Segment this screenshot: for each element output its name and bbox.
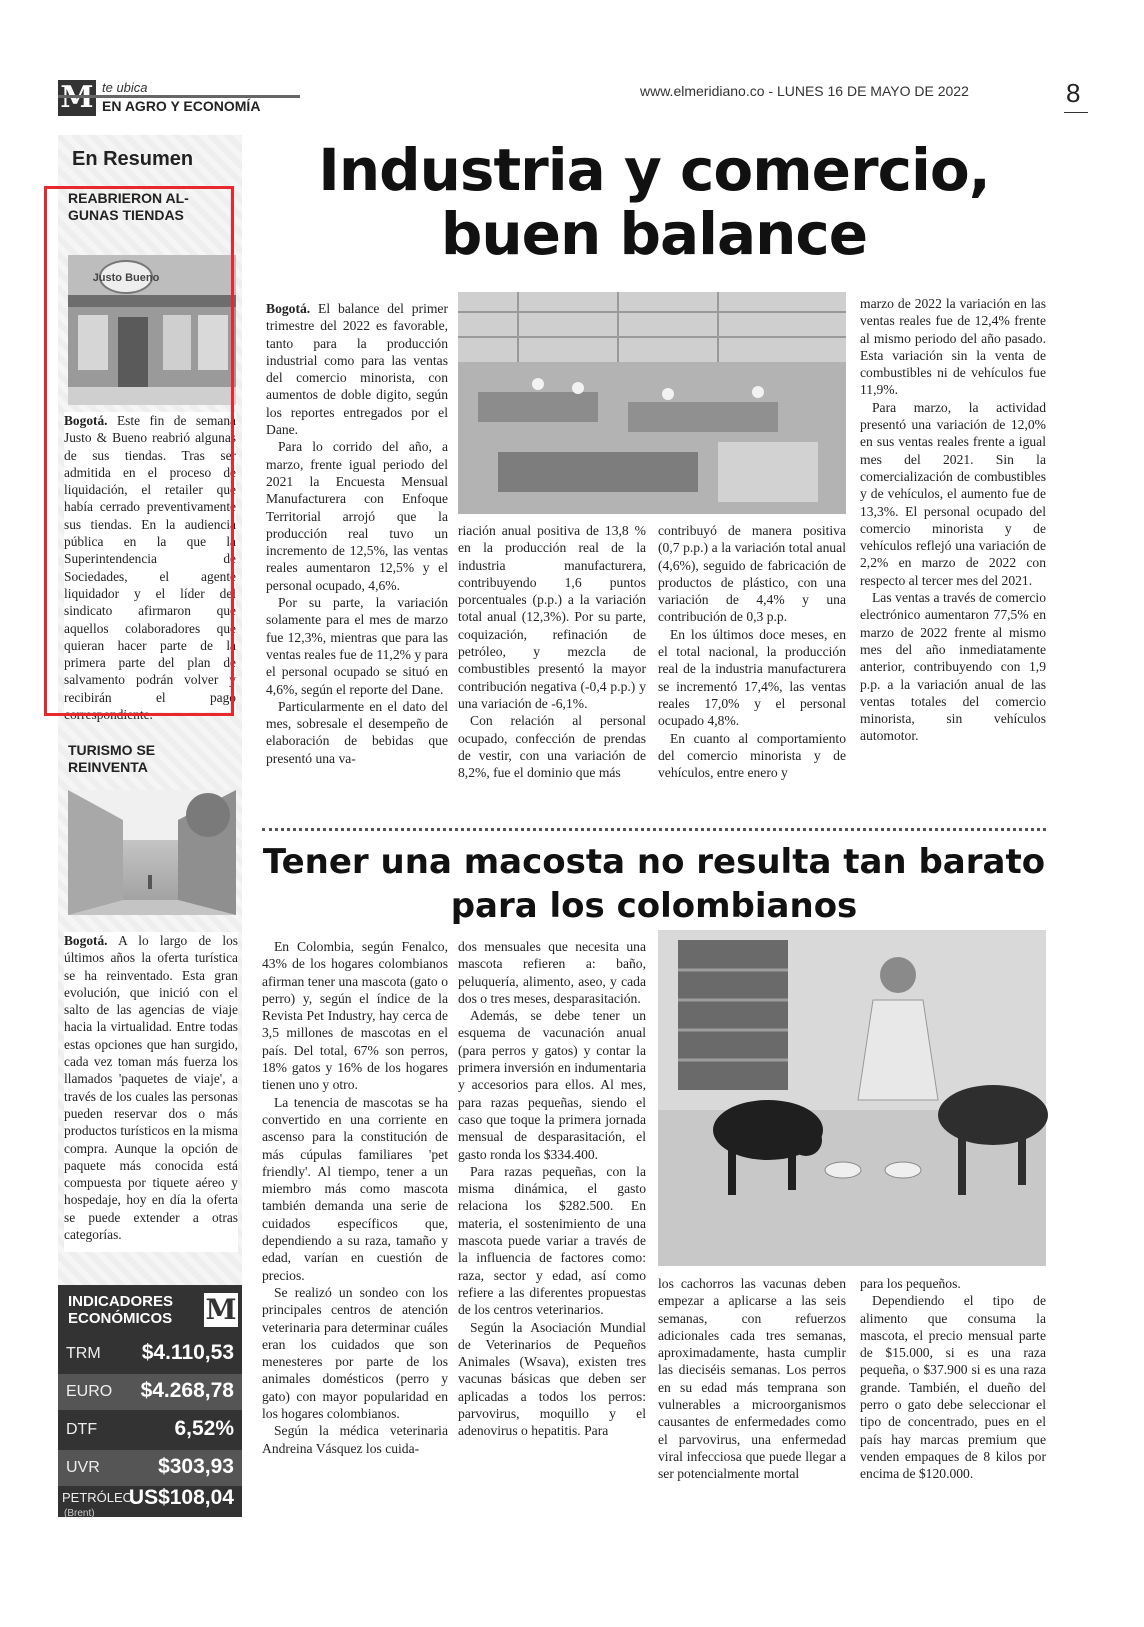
article2-paragraph: Se realizó un sondeo con los principales centros de atención veterinaria para determinar cuáles eran los cuidados que son menesteres por parte de los animales domésticos (perro y gato) con mayor popularidad en los hogares colombianos. — [262, 1284, 448, 1422]
newspaper-logo: M — [58, 80, 96, 116]
indicator-row-uvr — [58, 1450, 242, 1486]
dog-photo-drawing — [658, 930, 1046, 1266]
article2-paragraph: dos mensuales que necesita una mascota refieren a: baño, peluquería, alimento, aseo, y cada dos o tres meses, desparasitación. — [458, 939, 646, 1006]
article1-column2 — [458, 522, 646, 792]
article2-paragraph: Además, se debe tener un esquema de vacunación anual (para perros y gatos) y contar la primera inversión en indumentaria y accesorios para ellos. Al mes, para razas pequeñas, siendo el caso que toque la primera jornada mensual de desparasitación, el gasto ronda los $334.400. — [458, 1008, 646, 1162]
indicators-title-line2: ECONÓMICOS — [68, 1310, 173, 1327]
indicator-label: DTF — [66, 1421, 98, 1438]
article1-column3 — [658, 522, 846, 792]
article2-column2 — [458, 938, 646, 1528]
indicator-petroleo-subtitle: (Brent) — [64, 1508, 95, 1519]
store-sign-text: Justo Bueno — [92, 272, 160, 284]
article2-column4 — [860, 1275, 1046, 1525]
indicator-value: US$108,04 — [128, 1486, 234, 1509]
article2-paragraph: los cachorros las vacunas deben empezar a aplicarse a las seis semanas, con refuerzos adicionales cada tres semanas, aproximadamente, hasta cumplir las dieciséis semanas. Los perros en su edad más temprana son vulnerables a microorganismos causantes de enfermedades como el parvovirus, una enfermedad viral infecciosa que puede llegar a ser potencialmente mortal — [658, 1276, 846, 1482]
article2-paragraph: En Colombia, según Fenalco, 43% de los hogares colombianos afirman tener una mascota (gato o perro) y, según el índice de la Revista Pet Industry, hay cerca de 3,5 millones de mascotas en el país. Del total, 67% son perros, 18% gatos y 16% de los hogares tienen uno y otro. — [262, 939, 448, 1093]
indicators-title-line1: INDICADORES — [68, 1293, 174, 1310]
article2-paragraph: para los pequeños. — [860, 1276, 961, 1291]
indicator-value: $303,93 — [158, 1455, 234, 1478]
article-separator — [262, 828, 1046, 831]
indicator-value: $4.268,78 — [140, 1379, 234, 1402]
brief-text: Este fin de semana Justo & Bueno reabrió algunas de sus tiendas. Tras ser admitida en el proceso de liquidación, el retailer que había cerrado preventivamente sus tiendas. En la audiencia pública en la que la Superintendencia de Sociedades, el agente liquidador y el líder del sindicato afirmaron que aquellos colaboradores que quieran hacer parte de la primera parte del plan de salvamento podrán volver y recibirán el pago correspondiente. — [64, 413, 236, 723]
brief-headline-tourism: TURISMO SE REINVENTA — [68, 742, 156, 775]
article1-paragraph: En cuanto al comportamiento del comercio minorista y de vehículos, entre enero y — [658, 730, 846, 781]
woman-with-dogs-photo — [658, 930, 1046, 1266]
article2-column3 — [658, 1275, 846, 1525]
brief-headline-stores: REABRIERON AL- GUNAS TIENDAS — [68, 190, 189, 223]
page-number: 8 — [1066, 78, 1081, 108]
street-photo-drawing — [68, 790, 236, 915]
section-tagline: te ubica — [102, 80, 148, 95]
article1-paragraph: marzo de 2022 la variación en las ventas reales fue de 12,4% frente al mismo periodo del año pasado. Esta variación sin la venta de combustibles ni de vehículos fue 11,9%. — [860, 296, 1046, 398]
site-and-date: www.elmeridiano.co - LUNES 16 DE MAYO DE 2022 — [640, 83, 969, 99]
indicator-row-euro — [58, 1374, 242, 1410]
page-number-rule — [1064, 112, 1088, 113]
article1-paragraph: riación anual positiva de 13,8 % en la producción real de la industria manufacturera, contribuyendo 1,6 puntos porcentuales (p.p.) a la variación total anual (12,3%). Por su parte, coquización, refinación de petróleo, y mezcla de combustibles presentó la mayor contribución negativa (-0,4 p.p.) y una variación de -6,1%. — [458, 523, 646, 711]
section-title: EN AGRO Y ECONOMÍA — [102, 98, 261, 114]
article1-paragraph: Con relación al personal ocupado, confección de prendas de vestir, con una variación de 8,2%, fue el dominio que más — [458, 713, 646, 781]
indicator-label: TRM — [66, 1345, 101, 1362]
indicator-label: EURO — [66, 1383, 113, 1400]
main-headline: Industria y comercio, buen balance — [318, 136, 990, 268]
street-photo — [68, 790, 236, 915]
indicator-row-trm — [58, 1336, 242, 1372]
article2-paragraph: La tenencia de mascotas se ha convertido en una corriente en ascenso para la constitución de más cúpulas familiares 'pet friendly'. Al tiempo, tener a un miembro más como mascota también demanda una serie de cuidados específicos que, dependiendo a su raza, tamaño y edad, varían en cuestión de precios. — [262, 1094, 448, 1283]
article1-paragraph: Para lo corrido del año, a marzo, frente igual periodo del 2021 la Encuesta Mensual Manufacturera con Enfoque Territorial arrojó que la producción real tuvo un incremento de 12,5%, las ventas reales aumentaron 12,5% y el personal ocupado, 4,6%. — [266, 439, 448, 593]
article1-paragraph: Por su parte, la variación solamente para el mes de marzo fue 12,3%, mientras que para las ventas reales fue de 11,2% y para el personal ocupado se situó en 4,6%, según el reporte del Dane. — [266, 595, 448, 697]
article2-paragraph: Según la médica veterinaria Andreina Vásquez los cuida- — [262, 1423, 448, 1456]
brief-city: Bogotá. — [64, 413, 108, 428]
brief-text: A lo largo de los últimos años la oferta turística se ha reinventado. Esta gran evolución, que inició con el salto de las agencias de viaje hacia la virtualidad. Entre todas estas opciones que han surgido, cada vez toman más fuerza los llamados 'paquetes de viaje', a través de los cuales las personas pueden reservar dos o más productos turísticos en la misma compra. Aunque la opción de paquete más conocida está compuesta por tiquete aéreo y hospedaje, hoy en día la oferta se puede extender a otras categorías. — [64, 933, 238, 1243]
brief-body-tourism — [64, 932, 238, 1252]
article2-column1 — [262, 938, 448, 1528]
article2-paragraph: Para razas pequeñas, con la misma dinámica, el gasto relaciona los $282.500. En materia, el sostenimiento de una mascota puede variar a través de la influencia de factores como: raza, sector y edad, así como refiere a las diferentes propuestas de los centros veterinarios. — [458, 1163, 646, 1318]
indicator-label: PETRÓLEO — [62, 1490, 133, 1505]
article2-paragraph: Dependiendo el tipo de alimento que consuma la mascota, el precio mensual parte de $15.000, si es una raza pequeña, o $37.900 si es una raza grande. También, el dueño del perro o gato debe seleccionar el tipo de concentrado, pues en el país hay marcas premium que venden empaques de 8 kilos por encima de $120.000. — [860, 1293, 1046, 1482]
indicators-title — [68, 1293, 173, 1327]
article2-paragraph: Según la Asociación Mundial de Veterinarios de Pequeños Animales (Wsava), existen tres vacunas básicas que deben ser aplicadas a todos los perros: parvovirus, moquillo y el adenovirus o hepatitis. Para — [458, 1319, 646, 1439]
brief-city: Bogotá. — [64, 933, 108, 948]
article1-paragraph: Particularmente en el dato del mes, sobresale el desempeño de elaboración de bebidas que presentó una va- — [266, 698, 448, 766]
indicator-value: 6,52% — [174, 1417, 234, 1440]
factory-photo-drawing — [458, 292, 846, 514]
factory-photo — [458, 292, 846, 514]
article1-paragraph: En los últimos doce meses, en el total nacional, la producción real de la industria manufacturera se incrementó 17,4%, las ventas reales 17,0% y el personal ocupado 4,8%. — [658, 626, 846, 729]
indicator-value: $4.110,53 — [141, 1341, 234, 1364]
sidebar-title: En Resumen — [72, 148, 194, 170]
article1-paragraph: Para marzo, la actividad presentó una variación de 12,0% en sus ventas reales frente a igual mes del 2021. Sin la comercialización de combustibles y de vehículos, el aumento fue de 13,3%. El personal ocupado del comercio minorista y de vehículos reflejó una variación de 2,2% en marzo de 2022 con respecto al tercer mes del 2021. — [860, 399, 1046, 588]
article1-paragraph: contribuyó de manera positiva (0,7 p.p.) a la variación total anual (4,6%), seguido de fabricación de productos de plástico, con una variación de 4,4% y una contribución de 0,3 p.p. — [658, 523, 846, 625]
second-headline: Tener una macosta no resulta tan barato para los colombianos — [262, 842, 1046, 926]
article1-column4 — [860, 295, 1046, 773]
indicator-row-dtf — [58, 1412, 242, 1448]
highlight-box[interactable] — [44, 186, 234, 716]
article1-column1 — [266, 300, 448, 792]
article1-city: Bogotá. — [266, 301, 311, 316]
article1-paragraph: El balance del primer trimestre del 2022 es favorable, tanto para la producción industrial como para las ventas del comercio minorista, con aumentos de doble digito, según los reportes entregados por el Dane. — [266, 301, 448, 438]
indicators-logo: M — [205, 1293, 237, 1326]
article1-paragraph: Las ventas a través de comercio electrónico aumentaron 77,5% en marzo de 2022 frente al mismo mes del año inmediatamente anterior, contribuyendo con 1,9 p.p. a la variación anual de las ventas totales del comercio minorista, sin vehículos automotor. — [860, 590, 1046, 744]
indicator-label: UVR — [66, 1459, 100, 1476]
